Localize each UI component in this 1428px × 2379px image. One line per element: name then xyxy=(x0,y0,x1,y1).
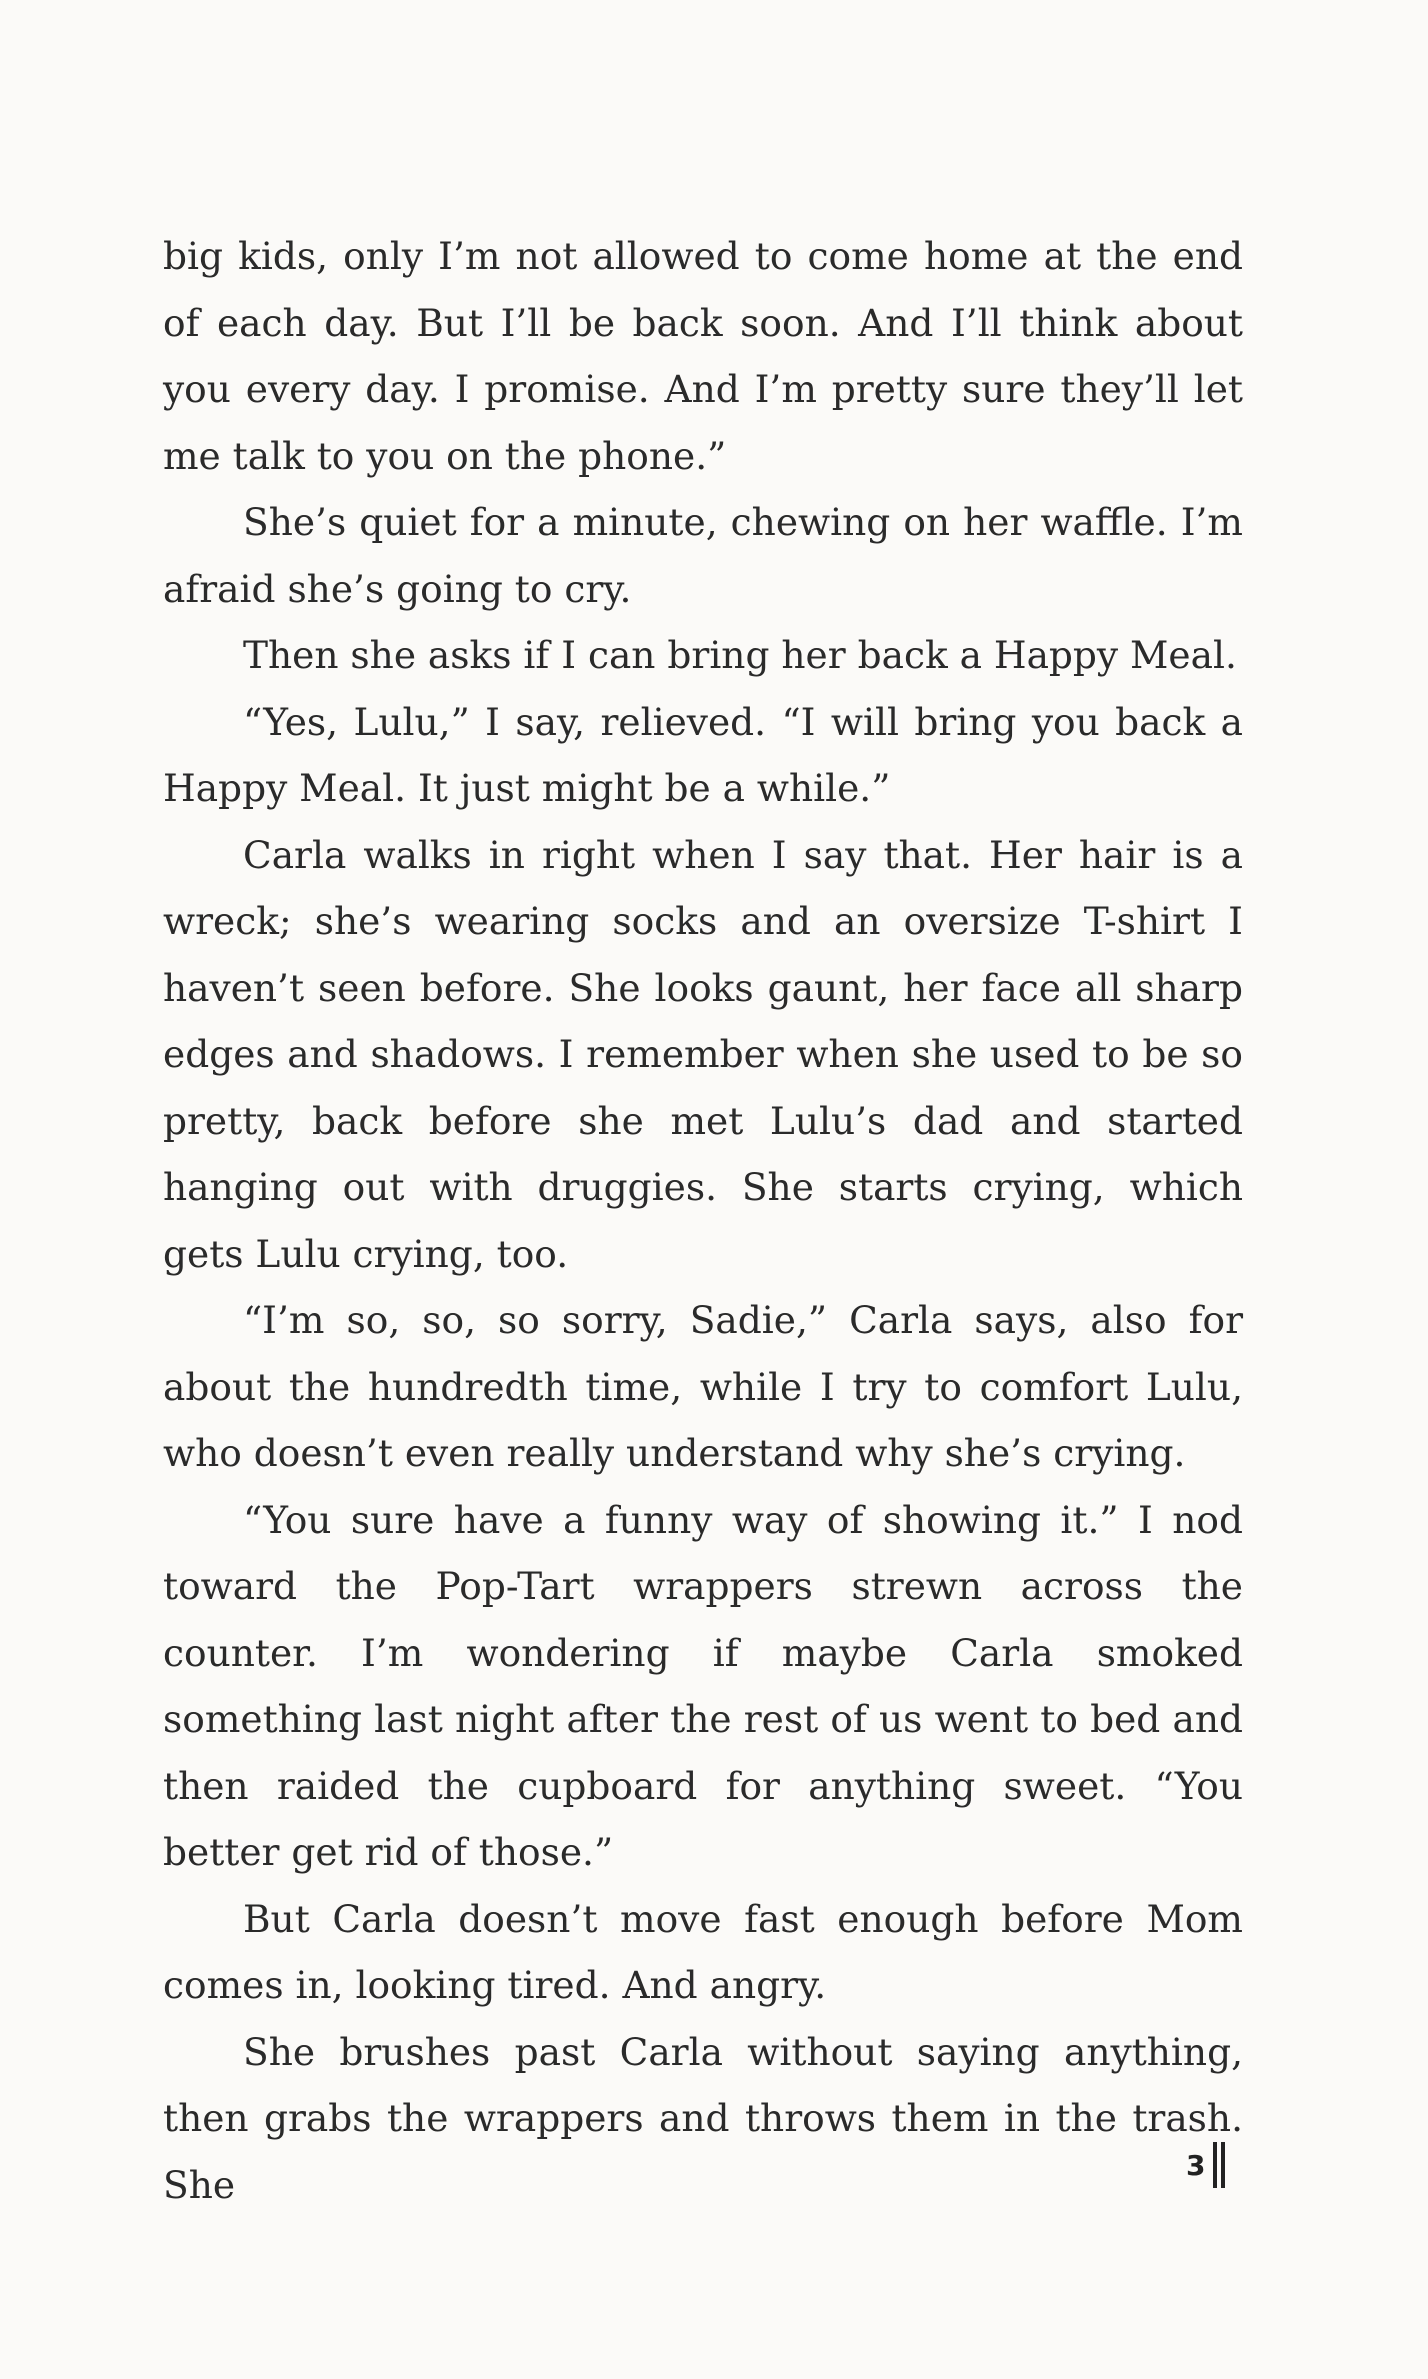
body-text xyxy=(163,223,1243,2218)
paragraph: Carla walks in right when I say that. Her hair is a wreck; she’s wearing socks and an oversize T-shirt I haven’t seen before. She looks gaunt, her face all sharp edges and shadows. I remember when she used to be so pretty, back before she met Lulu’s dad and started hanging out with druggies. She starts crying, which gets Lulu crying, too. xyxy=(163,832,1243,1276)
paragraph: Then she asks if I can bring her back a Happy Meal. xyxy=(243,633,1237,677)
paragraph: “I’m so, so, so sorry, Sadie,” Carla says, also for about the hundredth time, while I try to comfort Lulu, who doesn’t even really understand why she’s crying. xyxy=(163,1298,1243,1475)
paragraph: “You sure have a funny way of showing it.” I nod toward the Pop-Tart wrappers strewn across the counter. I’m wondering if maybe Carla smoked something last night after the rest of us went to bed and then raided the cupboard for anything sweet. “You better get rid of those.” xyxy=(163,1497,1243,1874)
folio-rule-decoration xyxy=(1213,2142,1225,2188)
paragraph: She’s quiet for a minute, chewing on her waffle. I’m afraid she’s going to cry. xyxy=(163,500,1243,611)
page-folio xyxy=(1186,2142,1225,2188)
paragraph: “Yes, Lulu,” I say, relieved. “I will bring you back a Happy Meal. It just might be a while.” xyxy=(163,699,1243,810)
paragraph: She brushes past Carla without saying anything, then grabs the wrappers and throws them in the trash. She xyxy=(163,2029,1243,2207)
paragraph: But Carla doesn’t move fast enough before Mom comes in, looking tired. And angry. xyxy=(163,1896,1243,2007)
page-number: 3 xyxy=(1186,2148,1206,2182)
paragraph-continued: big kids, only I’m not allowed to come home at the end of each day. But I’ll be back soon. And I’ll think about you every day. I promise. And I’m pretty sure they’ll let me talk to you on the phone.” xyxy=(163,234,1243,478)
